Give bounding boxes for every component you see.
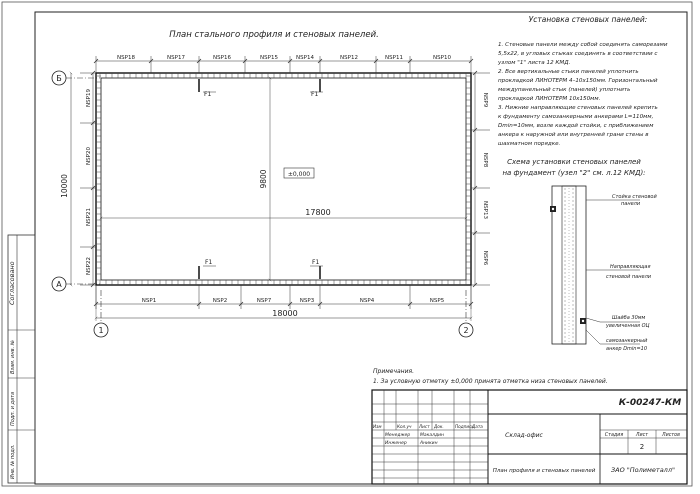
callout-2b: стеновой панели — [606, 274, 652, 280]
panel-label-nsp20: NSP20 — [86, 147, 92, 165]
margin-approved-label: Согласовано — [8, 261, 16, 305]
col-date: Дата — [472, 424, 483, 429]
stamp-object: Склад-офис — [505, 432, 543, 439]
dim-inner-height: 9800 — [259, 169, 268, 189]
wall-ticks — [96, 73, 471, 285]
svg-text:1: 1 — [98, 326, 104, 335]
stamp-code: К-00247-КМ — [618, 398, 682, 408]
f1-label-bl: F1 — [205, 259, 213, 266]
svg-text:Б: Б — [56, 74, 62, 83]
dim-overall-height: 10000 — [60, 174, 69, 198]
panel-label-nsp1: NSP1 — [141, 298, 157, 304]
plan-title: План стального профиля и стеновых панелей. — [169, 30, 379, 40]
note-line: междупанельный стык (панелей) уплотнить — [498, 87, 631, 93]
col-doc: Док. — [434, 424, 444, 429]
note-line: прокладкой ЛИНОТЕРМ 10х150мм. — [498, 96, 601, 102]
note-line: шахматном порядке. — [498, 141, 561, 147]
footnote-heading: Примечания. — [373, 368, 414, 375]
callout-1a: Стойка стеновой — [612, 194, 657, 200]
f1-label-tl: F1 — [204, 91, 212, 98]
note-line: 2. Все вертикальные стыки панелей уплотнить — [498, 69, 639, 75]
axis-bubble-2 — [459, 323, 473, 337]
callout-3b: увеличенная ОЦ — [606, 323, 650, 329]
panel-label-nsp7: NSP7 — [256, 298, 272, 304]
panel-label-nsp14: NSP14 — [296, 55, 314, 61]
col-sign: Подпись — [455, 424, 474, 429]
col-kol: Кол.уч — [397, 424, 412, 429]
note-line: 5,5х22, в угловых стыках соединять в соответствии с — [498, 51, 658, 57]
panel-label-nsp21: NSP21 — [86, 208, 92, 226]
panel-label-nsp13: NSP13 — [482, 201, 488, 219]
footnote-line: 1. За условную отметку ±0,000 принята отметка низа стеновых панелей. — [373, 378, 608, 385]
note-line: узлом "1" листа 12 КМД. — [498, 60, 571, 66]
note-line: 1. Стеновые панели между собой соединять саморезами — [498, 42, 668, 48]
overall-height-dimension — [60, 73, 71, 285]
notes-title: Установка стеновых панелей: — [528, 15, 648, 24]
note-line: прокладкой ЛИНОТЕРМ 4–10х150мм. Горизонтальный — [498, 78, 658, 84]
elevation-mark: ±0,000 — [287, 171, 311, 178]
note-line: к фундаменту самозанкерными анкерами L=110мм, — [498, 114, 654, 120]
panel-label-nsp10: NSP10 — [433, 55, 451, 61]
f1-label-tr: F1 — [311, 91, 319, 98]
panel-label-nsp18: NSP18 — [117, 55, 135, 61]
name-2: Аникин — [420, 441, 438, 446]
callout-4b: анкер Dmin=10 — [606, 346, 648, 352]
wall-outer — [96, 73, 471, 285]
panel-label-nsp16: NSP16 — [213, 55, 231, 61]
bottom-panel-chain — [94, 285, 473, 309]
installation-notes — [497, 15, 668, 147]
panel-label-nsp11: NSP11 — [385, 55, 403, 61]
f1-label-br: F1 — [312, 259, 320, 266]
scheme-title-2: на фундамент (узел "2" см. л.12 КМД): — [502, 169, 646, 177]
callout-4a: самозанкерный — [606, 338, 648, 344]
sheet-number: 2 — [639, 443, 645, 451]
wall-inner — [101, 78, 466, 280]
left-panel-chain — [80, 71, 96, 287]
note-line: анкера к наружной или внутренней грани стены в — [498, 132, 649, 138]
margin-inv-orig-label: Инв. № подл. — [10, 444, 16, 479]
panel-label-nsp3: NSP3 — [299, 298, 315, 304]
top-panel-chain — [94, 55, 473, 73]
col-izm: Изм — [373, 424, 382, 429]
name-1: Макалдин — [420, 433, 444, 438]
hdr-sheets: Листов — [662, 433, 680, 438]
margin-stamp — [8, 235, 35, 483]
right-panel-chain — [471, 71, 490, 287]
scheme-title-1: Схема установки стеновых панелей — [507, 158, 641, 166]
dim-overall-width: 18000 — [272, 309, 298, 318]
hdr-stage: Стадия — [604, 433, 624, 438]
panel-label-nsp6: NSP6 — [482, 250, 488, 266]
col-list: Лист — [419, 424, 430, 429]
panel-label-nsp19: NSP19 — [86, 89, 92, 107]
role-2: Инженер — [385, 441, 407, 446]
panel-label-nsp5: NSP5 — [429, 298, 445, 304]
title-block — [372, 390, 687, 484]
panel-label-nsp4: NSP4 — [359, 298, 375, 304]
hdr-sheet: Лист — [635, 433, 649, 438]
axis-bubble-b — [52, 71, 66, 85]
svg-text:А: А — [56, 280, 62, 289]
anchor-scheme — [502, 158, 657, 352]
callout-2a: Направляющая — [610, 264, 651, 270]
panel-label-nsp2: NSP2 — [212, 298, 228, 304]
callout-3a: Шайба 30мм — [612, 315, 646, 321]
axis-bubble-a — [52, 277, 66, 291]
svg-text:2: 2 — [463, 326, 469, 335]
note-line: 3. Нижние направляющие стеновых панелей крепить — [498, 105, 658, 111]
panel-label-nsp15: NSP15 — [260, 55, 278, 61]
margin-sign-date-label: Подп. и дата — [10, 391, 16, 426]
axis-bubble-1 — [94, 323, 108, 337]
margin-inv-dup-label: Взам. инв. № — [10, 340, 16, 374]
panel-label-nsp22: NSP22 — [86, 257, 92, 275]
plan-drawing — [66, 73, 471, 322]
note-line: Dmin=10мм, возле каждой стойки, с приближением — [498, 123, 654, 129]
panel-label-nsp9: NSP9 — [482, 92, 488, 108]
dim-inner-width: 17800 — [305, 208, 331, 217]
role-1: Менеджер — [385, 433, 411, 438]
panel-label-nsp8: NSP8 — [482, 152, 488, 168]
panel-label-nsp17: NSP17 — [167, 55, 185, 61]
stamp-company: ЗАО "Полиметалл" — [610, 466, 676, 474]
stamp-sheet-title: План профиля и стеновых панелей — [492, 468, 596, 474]
callout-1b: панели — [621, 201, 641, 207]
panel-label-nsp12: NSP12 — [340, 55, 358, 61]
